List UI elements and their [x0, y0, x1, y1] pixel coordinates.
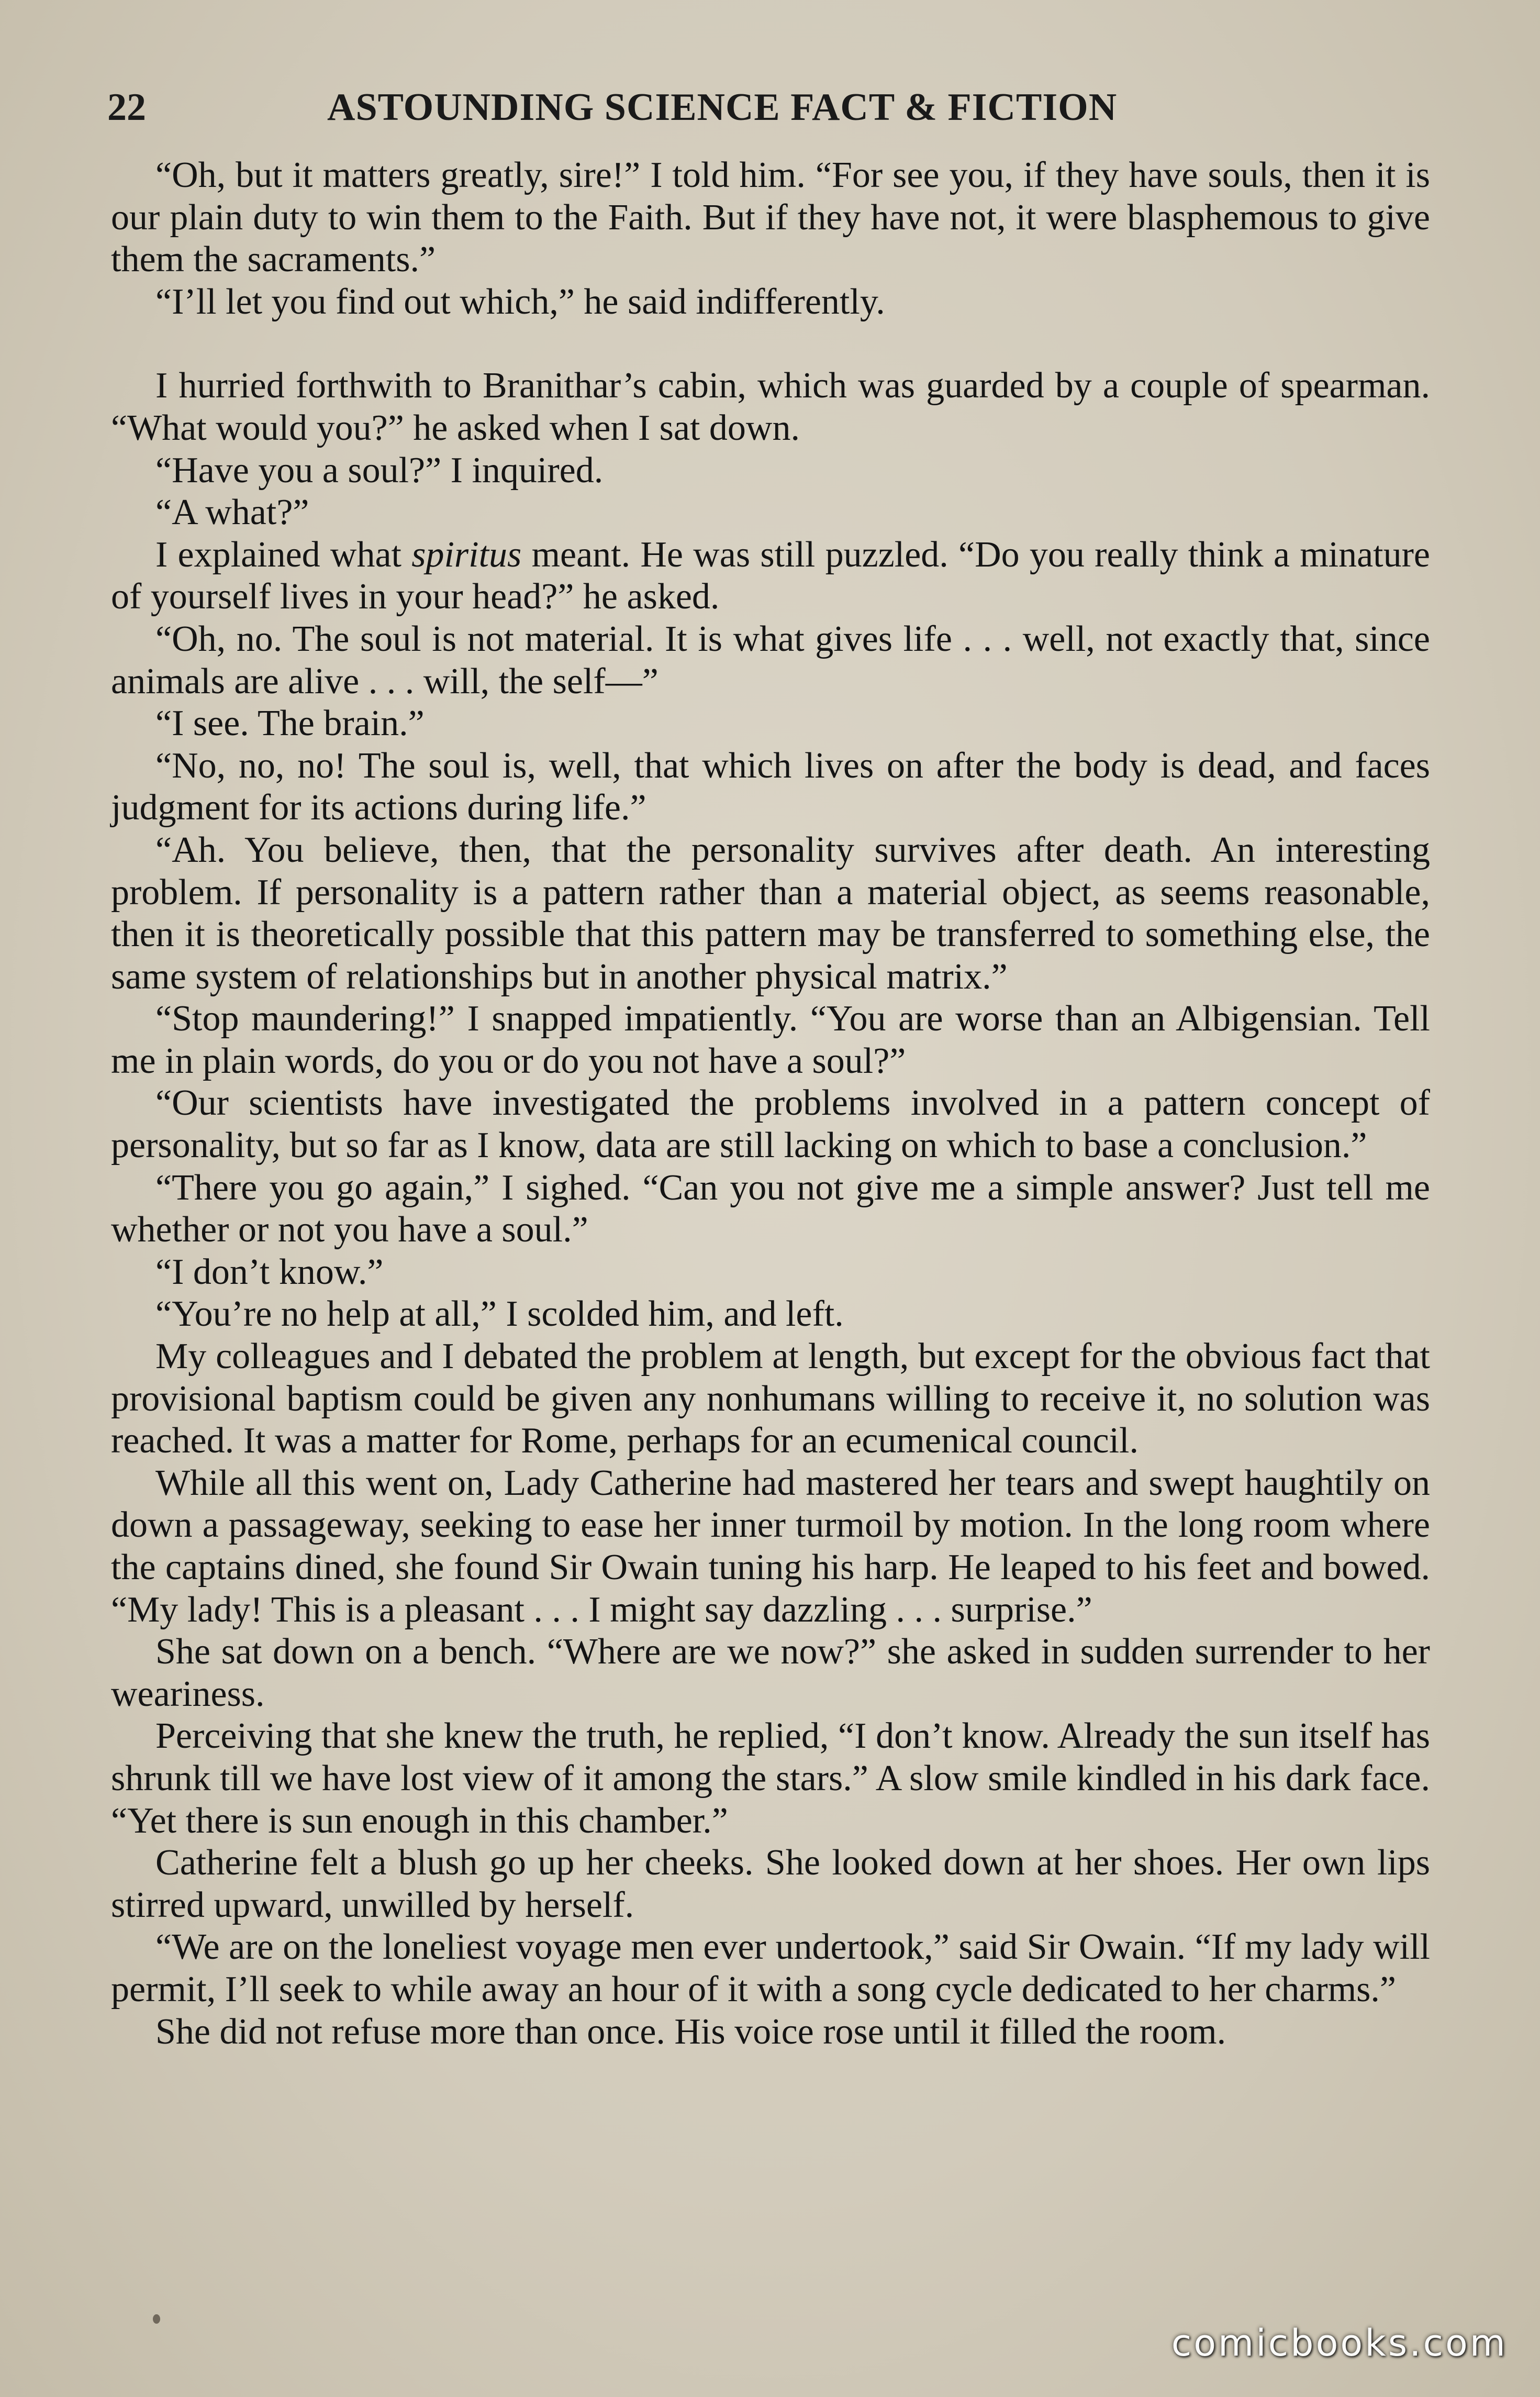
page-number: 22: [107, 86, 146, 129]
paragraph-lead: I explained what: [155, 534, 412, 575]
paragraph: Catherine felt a blush go up her cheeks. She looked down at her shoes. Her own lips stirred upward, unwilled by herself.: [111, 1843, 1430, 1925]
paragraph: “Oh, but it matters greatly, sire!” I told him. “For see you, if they have souls, then it is our plain duty to win them to the Faith. But if they have not, it were blasphemous to give them the sacraments.”: [111, 155, 1430, 280]
paragraph: “Ah. You believe, then, that the personality survives after death. An interesting problem. If personality is a pattern rather than a material object, as seems reasonable, then it is theoretically possible that this pattern may be transferred to something else, the same system of relationships but in another physical matrix.”: [111, 829, 1430, 997]
story-text: [111, 154, 1430, 2053]
paragraph: “There you go again,” I sighed. “Can you not give me a simple answer? Just tell me whether or not you have a soul.”: [111, 1167, 1430, 1250]
paragraph: She sat down on a bench. “Where are we now?” she asked in sudden surrender to her weariness.: [111, 1632, 1430, 1714]
paragraph: [111, 534, 1430, 618]
italic-word: spiritus: [411, 534, 522, 575]
paragraph: While all this went on, Lady Catherine had mastered her tears and swept haughtily on down a passageway, seeking to ease her inner turmoil by motion. In the long room where the captains dined, she found Sir Owain tuning his harp. He leaped to his feet and bowed. “My lady! This is a pleasant . . . I might say dazzling . . . surprise.”: [111, 1462, 1430, 1630]
paragraph: “Have you a soul?” I inquired.: [155, 450, 604, 491]
paragraph: I hurried forthwith to Branithar’s cabin, which was guarded by a couple of spearman. “What would you?” he asked when I sat down.: [111, 365, 1430, 448]
paragraph-rest: meant. He was still puzzled. “Do you really think a minature of yourself lives in your head?” he asked.: [111, 534, 1430, 617]
paragraph: “I don’t know.”: [155, 1251, 384, 1292]
paragraph: “We are on the loneliest voyage men ever undertook,” said Sir Owain. “If my lady will permit, I’ll seek to while away an hour of it with a song cycle dedicated to her charms.”: [111, 1927, 1430, 2010]
paragraph: “Stop maundering!” I snapped impatiently. “You are worse than an Albigensian. Tell me in plain words, do you or do you not have a soul?”: [111, 998, 1430, 1081]
paragraph: “Our scientists have investigated the problems involved in a pattern concept of personality, but so far as I know, data are still lacking on which to base a conclusion.”: [111, 1083, 1430, 1166]
paragraph: “I’ll let you find out which,” he said indifferently.: [155, 281, 885, 322]
running-head: [107, 79, 1431, 136]
paragraph: “I see. The brain.”: [155, 703, 425, 744]
paragraph: Perceiving that she knew the truth, he replied, “I don’t know. Already the sun itself has shrunk till we have lost view of it among the stars.” A slow smile kindled in his dark face. “Yet there is sun enough in this chamber.”: [111, 1716, 1430, 1841]
journal-title: ASTOUNDING SCIENCE FACT & FICTION: [327, 86, 1118, 129]
paragraph: “A what?”: [155, 492, 309, 533]
paragraph: “No, no, no! The soul is, well, that which lives on after the body is dead, and faces judgment for its actions during life.”: [111, 745, 1430, 828]
paragraph: “Oh, no. The soul is not material. It is what gives life . . . well, not exactly that, since animals are alive . . . will, the self—”: [111, 618, 1430, 702]
watermark: comicbooks.com: [1171, 2322, 1508, 2365]
space: [521, 535, 531, 575]
paragraph: My colleagues and I debated the problem at length, but except for the obvious fact that provisional baptism could be given any nonhumans willing to receive it, no solution was reached. It was a matter for Rome, perhaps for an ecumenical council.: [111, 1336, 1430, 1461]
paragraph: She did not refuse more than once. His voice rose until it filled the room.: [155, 2011, 1226, 2052]
ink-speck: [153, 2314, 160, 2324]
paragraph: “You’re no help at all,” I scolded him, and left.: [155, 1294, 844, 1335]
